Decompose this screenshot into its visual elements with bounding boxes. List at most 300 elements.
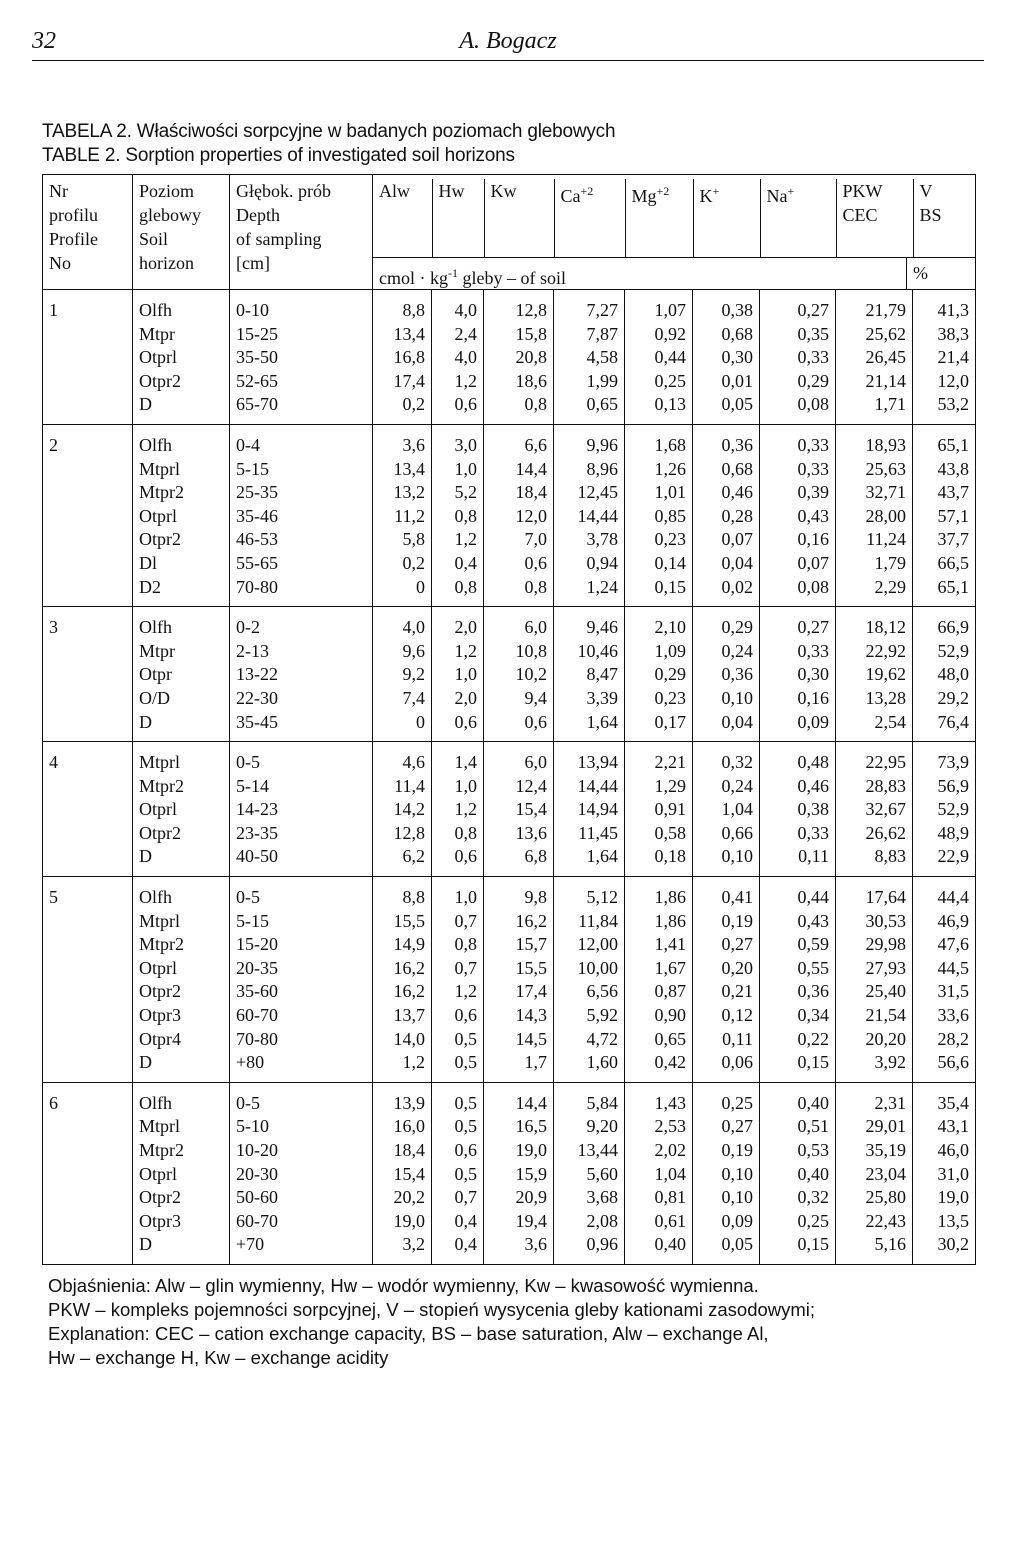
value-cell: 18,4 <box>484 481 554 505</box>
value-cell: 32,71 <box>836 481 913 505</box>
value-cell: 0,96 <box>554 1233 625 1264</box>
value-cell: 7,0 <box>484 528 554 552</box>
value-cell: 2,0 <box>432 687 484 711</box>
value-cell: 14,44 <box>554 775 625 799</box>
value-cell: 8,8 <box>373 290 432 323</box>
value-cell: 65,1 <box>913 424 976 457</box>
value-cell: 3,39 <box>554 687 625 711</box>
value-cell: 0,35 <box>760 323 836 347</box>
value-cell: 10,8 <box>484 640 554 664</box>
note-line: PKW – kompleks pojemności sorpcyjnej, V – stopień wysycenia gleby kationami zasodowymi; <box>48 1299 816 1320</box>
value-cell: 3,68 <box>554 1186 625 1210</box>
value-cell: 13,6 <box>484 822 554 846</box>
table-row <box>43 346 976 370</box>
value-cell: 0 <box>373 576 432 607</box>
profile-number <box>43 346 133 370</box>
header-cec <box>836 179 913 257</box>
value-cell: 13,5 <box>913 1210 976 1234</box>
horizon-cell: Mtpr2 <box>133 775 230 799</box>
value-cell: 6,0 <box>484 607 554 640</box>
profile-number: 3 <box>43 607 133 640</box>
value-cell: 0,8 <box>484 393 554 424</box>
depth-cell: 35-50 <box>230 346 373 370</box>
value-cell: 15,4 <box>484 798 554 822</box>
value-cell: 1,2 <box>373 1051 432 1082</box>
value-cell: 0,30 <box>760 663 836 687</box>
value-cell: 14,0 <box>373 1028 432 1052</box>
value-cell: 0,24 <box>693 775 760 799</box>
value-cell: 26,62 <box>836 822 913 846</box>
profile-number <box>43 822 133 846</box>
value-cell: 28,2 <box>913 1028 976 1052</box>
value-cell: 2,54 <box>836 711 913 742</box>
profile-number <box>43 663 133 687</box>
depth-cell: 35-45 <box>230 711 373 742</box>
value-cell: 56,6 <box>913 1051 976 1082</box>
value-cell: 0,44 <box>625 346 693 370</box>
value-cell: 11,84 <box>554 910 625 934</box>
value-cell: 31,0 <box>913 1163 976 1187</box>
value-cell: 1,71 <box>836 393 913 424</box>
value-cell: 0,19 <box>693 910 760 934</box>
depth-cell: 52-65 <box>230 370 373 394</box>
value-cell: 28,83 <box>836 775 913 799</box>
table-row <box>43 1082 976 1115</box>
depth-cell: +80 <box>230 1051 373 1082</box>
value-cell: 0,2 <box>373 393 432 424</box>
header-nr-line: No <box>49 253 71 273</box>
value-cell: 0,25 <box>625 370 693 394</box>
header-nr-line: profilu <box>49 205 98 225</box>
value-cell: 2,31 <box>836 1082 913 1115</box>
value-cell: 4,72 <box>554 1028 625 1052</box>
value-cell: 2,0 <box>432 607 484 640</box>
value-cell: 7,27 <box>554 290 625 323</box>
header-bs-line: BS <box>919 205 942 225</box>
depth-cell: 46-53 <box>230 528 373 552</box>
value-cell: 0,05 <box>693 393 760 424</box>
header-na: Na+ <box>760 179 836 257</box>
table-row <box>43 1115 976 1139</box>
value-cell: 14,4 <box>484 458 554 482</box>
value-cell: 0,33 <box>760 640 836 664</box>
profile-number <box>43 957 133 981</box>
value-cell: 4,0 <box>432 290 484 323</box>
profile-group <box>43 424 976 606</box>
profile-number <box>43 775 133 799</box>
value-cell: 0,08 <box>760 393 836 424</box>
value-cell: 0,66 <box>693 822 760 846</box>
value-cell: 0,27 <box>693 933 760 957</box>
value-cell: 21,4 <box>913 346 976 370</box>
value-cell: 0,94 <box>554 552 625 576</box>
table-row <box>43 742 976 775</box>
value-cell: 0,19 <box>693 1139 760 1163</box>
horizon-cell: Otprl <box>133 957 230 981</box>
table-row <box>43 370 976 394</box>
note-line: Objaśnienia: Alw – glin wymienny, Hw – wodór wymienny, Kw – kwasowość wymienna. <box>48 1275 759 1296</box>
value-cell: 9,8 <box>484 877 554 910</box>
value-cell: 0,7 <box>432 910 484 934</box>
value-cell: 4,0 <box>373 607 432 640</box>
value-cell: 0,14 <box>625 552 693 576</box>
value-cell: 0,10 <box>693 1163 760 1187</box>
profile-number <box>43 687 133 711</box>
value-cell: 9,6 <box>373 640 432 664</box>
value-cell: 35,4 <box>913 1082 976 1115</box>
table-row <box>43 663 976 687</box>
horizon-cell: D <box>133 711 230 742</box>
value-cell: 0,04 <box>693 552 760 576</box>
horizon-cell: Mtprl <box>133 1115 230 1139</box>
profile-number <box>43 910 133 934</box>
value-cell: 37,7 <box>913 528 976 552</box>
sorption-table <box>42 174 976 1265</box>
value-cell: 22,9 <box>913 845 976 876</box>
value-cell: 3,78 <box>554 528 625 552</box>
value-cell: 0,30 <box>693 346 760 370</box>
value-cell: 0,18 <box>625 845 693 876</box>
value-cell: 0,15 <box>625 576 693 607</box>
table-row <box>43 552 976 576</box>
value-cell: 0,43 <box>760 505 836 529</box>
value-cell: 66,9 <box>913 607 976 640</box>
horizon-cell: Olfh <box>133 424 230 457</box>
depth-cell: 5-10 <box>230 1115 373 1139</box>
value-cell: 0,11 <box>760 845 836 876</box>
header-horizon-line: glebowy <box>139 205 201 225</box>
header-kw: Kw <box>484 179 554 257</box>
table-row <box>43 458 976 482</box>
value-cell: 22,92 <box>836 640 913 664</box>
value-cell: 25,80 <box>836 1186 913 1210</box>
depth-cell: 22-30 <box>230 687 373 711</box>
horizon-cell: Otprl <box>133 1163 230 1187</box>
value-cell: 12,0 <box>484 505 554 529</box>
header-bs <box>913 179 976 257</box>
value-cell: 17,4 <box>484 980 554 1004</box>
value-cell: 19,0 <box>913 1186 976 1210</box>
value-cell: 0,44 <box>760 877 836 910</box>
depth-cell: 50-60 <box>230 1186 373 1210</box>
value-cell: 1,2 <box>432 980 484 1004</box>
value-cell: 27,93 <box>836 957 913 981</box>
value-cell: 0,16 <box>760 528 836 552</box>
header-mg: $Mg^{+2}$ <box>625 179 693 257</box>
value-cell: 12,4 <box>484 775 554 799</box>
horizon-cell: Mtpr2 <box>133 1139 230 1163</box>
value-cell: 5,92 <box>554 1004 625 1028</box>
table-row <box>43 845 976 876</box>
unit-label: cmol · $kg^{-1}$ gleby – of soil <box>373 257 906 289</box>
value-cell: 28,00 <box>836 505 913 529</box>
horizon-cell: Otpr2 <box>133 528 230 552</box>
value-cell: 0,5 <box>432 1082 484 1115</box>
value-cell: 0,11 <box>693 1028 760 1052</box>
value-cell: 6,8 <box>484 845 554 876</box>
value-cell: 5,2 <box>432 481 484 505</box>
value-cell: 43,8 <box>913 458 976 482</box>
value-cell: 0,5 <box>432 1028 484 1052</box>
value-cell: 14,44 <box>554 505 625 529</box>
profile-number: 5 <box>43 877 133 910</box>
table-row <box>43 607 976 640</box>
table-row <box>43 957 976 981</box>
value-cell: 2,29 <box>836 576 913 607</box>
value-cell: 57,1 <box>913 505 976 529</box>
depth-cell: 10-20 <box>230 1139 373 1163</box>
value-cell: 0,2 <box>373 552 432 576</box>
horizon-cell: D <box>133 1233 230 1264</box>
profile-number <box>43 798 133 822</box>
profile-number: 6 <box>43 1082 133 1115</box>
value-cell: 1,41 <box>625 933 693 957</box>
header-nr-line: Profile <box>49 229 98 249</box>
header-measures <box>373 175 976 290</box>
profile-number <box>43 1186 133 1210</box>
value-cell: 23,04 <box>836 1163 913 1187</box>
value-cell: 1,01 <box>625 481 693 505</box>
value-cell: 1,0 <box>432 877 484 910</box>
table-row <box>43 798 976 822</box>
value-cell: 1,0 <box>432 775 484 799</box>
table-row <box>43 775 976 799</box>
header-horizon-line: horizon <box>139 253 194 273</box>
value-cell: 76,4 <box>913 711 976 742</box>
header-depth-line: Depth <box>236 205 280 225</box>
depth-cell: 23-35 <box>230 822 373 846</box>
horizon-cell: Mtprl <box>133 910 230 934</box>
depth-cell: 15-25 <box>230 323 373 347</box>
value-cell: 10,00 <box>554 957 625 981</box>
value-cell: 46,0 <box>913 1139 976 1163</box>
value-cell: 15,4 <box>373 1163 432 1187</box>
value-cell: 0,92 <box>625 323 693 347</box>
value-cell: 0,87 <box>625 980 693 1004</box>
value-cell: 0,10 <box>693 687 760 711</box>
value-cell: 13,2 <box>373 481 432 505</box>
value-cell: 31,5 <box>913 980 976 1004</box>
value-cell: 0,09 <box>693 1210 760 1234</box>
value-cell: 2,10 <box>625 607 693 640</box>
profile-number <box>43 845 133 876</box>
value-cell: 0,48 <box>760 742 836 775</box>
table-row <box>43 687 976 711</box>
profile-number <box>43 393 133 424</box>
value-cell: 0,40 <box>625 1233 693 1264</box>
value-cell: 0,4 <box>432 552 484 576</box>
value-cell: 1,07 <box>625 290 693 323</box>
header-nr-line: Nr <box>49 181 68 201</box>
table-row <box>43 933 976 957</box>
value-cell: 0,8 <box>432 505 484 529</box>
value-cell: 5,60 <box>554 1163 625 1187</box>
value-cell: 5,12 <box>554 877 625 910</box>
header-measures-grid <box>373 179 976 257</box>
depth-cell: +70 <box>230 1233 373 1264</box>
header-k: K+ <box>693 179 760 257</box>
value-cell: 9,4 <box>484 687 554 711</box>
value-cell: 0,6 <box>432 711 484 742</box>
value-cell: 1,04 <box>693 798 760 822</box>
value-cell: 12,00 <box>554 933 625 957</box>
value-cell: 0,85 <box>625 505 693 529</box>
depth-cell: 2-13 <box>230 640 373 664</box>
depth-cell: 0-2 <box>230 607 373 640</box>
profile-number <box>43 1233 133 1264</box>
value-cell: 6,6 <box>484 424 554 457</box>
value-cell: 0,8 <box>432 822 484 846</box>
value-cell: 21,54 <box>836 1004 913 1028</box>
value-cell: 13,4 <box>373 323 432 347</box>
value-cell: 14,94 <box>554 798 625 822</box>
value-cell: 12,8 <box>373 822 432 846</box>
value-cell: 16,2 <box>484 910 554 934</box>
table-row <box>43 877 976 910</box>
value-cell: 8,8 <box>373 877 432 910</box>
value-cell: 0,05 <box>693 1233 760 1264</box>
value-cell: 0,7 <box>432 1186 484 1210</box>
value-cell: 0,5 <box>432 1163 484 1187</box>
value-cell: 9,20 <box>554 1115 625 1139</box>
depth-cell: 60-70 <box>230 1004 373 1028</box>
horizon-cell: Otpr <box>133 663 230 687</box>
value-cell: 3,92 <box>836 1051 913 1082</box>
depth-cell: 0-5 <box>230 742 373 775</box>
value-cell: 14,9 <box>373 933 432 957</box>
profile-number <box>43 1028 133 1052</box>
running-author: A. Bogacz <box>459 28 557 54</box>
table-row <box>43 1210 976 1234</box>
value-cell: 16,2 <box>373 980 432 1004</box>
value-cell: 0,20 <box>693 957 760 981</box>
value-cell: 10,46 <box>554 640 625 664</box>
horizon-cell: Mtprl <box>133 742 230 775</box>
horizon-cell: Otpr2 <box>133 370 230 394</box>
table-row <box>43 1186 976 1210</box>
value-cell: 0,58 <box>625 822 693 846</box>
depth-cell: 35-60 <box>230 980 373 1004</box>
value-cell: 0,51 <box>760 1115 836 1139</box>
value-cell: 16,5 <box>484 1115 554 1139</box>
value-cell: 56,9 <box>913 775 976 799</box>
value-cell: 9,46 <box>554 607 625 640</box>
profile-group <box>43 1082 976 1264</box>
value-cell: 10,2 <box>484 663 554 687</box>
profile-group <box>43 607 976 742</box>
value-cell: 66,5 <box>913 552 976 576</box>
value-cell: 11,4 <box>373 775 432 799</box>
value-cell: 1,64 <box>554 711 625 742</box>
value-cell: 17,64 <box>836 877 913 910</box>
value-cell: 18,4 <box>373 1139 432 1163</box>
profile-number <box>43 458 133 482</box>
value-cell: 0,15 <box>760 1233 836 1264</box>
value-cell: 43,7 <box>913 481 976 505</box>
value-cell: 3,6 <box>484 1233 554 1264</box>
value-cell: 0,7 <box>432 957 484 981</box>
value-cell: 3,2 <box>373 1233 432 1264</box>
value-cell: 0,23 <box>625 687 693 711</box>
value-cell: 0,33 <box>760 458 836 482</box>
depth-cell: 25-35 <box>230 481 373 505</box>
value-cell: 13,44 <box>554 1139 625 1163</box>
value-cell: 29,2 <box>913 687 976 711</box>
value-cell: 43,1 <box>913 1115 976 1139</box>
profile-number <box>43 505 133 529</box>
depth-cell: 65-70 <box>230 393 373 424</box>
value-cell: 0,91 <box>625 798 693 822</box>
value-cell: 0,22 <box>760 1028 836 1052</box>
horizon-cell: O/D <box>133 687 230 711</box>
depth-cell: 15-20 <box>230 933 373 957</box>
depth-cell: 40-50 <box>230 845 373 876</box>
value-cell: 0,6 <box>432 393 484 424</box>
value-cell: 19,62 <box>836 663 913 687</box>
horizon-cell: Dl <box>133 552 230 576</box>
horizon-cell: D <box>133 393 230 424</box>
unit-row <box>373 257 975 289</box>
value-cell: 0,33 <box>760 822 836 846</box>
header-cec-line: CEC <box>842 205 878 225</box>
value-cell: 13,7 <box>373 1004 432 1028</box>
value-cell: 7,4 <box>373 687 432 711</box>
value-cell: 0,08 <box>760 576 836 607</box>
value-cell: 8,47 <box>554 663 625 687</box>
value-cell: 0,4 <box>432 1233 484 1264</box>
value-cell: 0,02 <box>693 576 760 607</box>
value-cell: 44,5 <box>913 957 976 981</box>
value-cell: 2,08 <box>554 1210 625 1234</box>
value-cell: 3,0 <box>432 424 484 457</box>
value-cell: 4,0 <box>432 346 484 370</box>
value-cell: 0,40 <box>760 1082 836 1115</box>
profile-number <box>43 481 133 505</box>
value-cell: 18,12 <box>836 607 913 640</box>
value-cell: 2,21 <box>625 742 693 775</box>
depth-cell: 20-30 <box>230 1163 373 1187</box>
value-cell: 35,19 <box>836 1139 913 1163</box>
value-cell: 0,65 <box>625 1028 693 1052</box>
value-cell: 0,07 <box>693 528 760 552</box>
depth-cell: 35-46 <box>230 505 373 529</box>
value-cell: 6,2 <box>373 845 432 876</box>
horizon-cell: Olfh <box>133 877 230 910</box>
table-row <box>43 393 976 424</box>
header-depth-line: Głębok. prób <box>236 181 331 201</box>
value-cell: 0,10 <box>693 845 760 876</box>
table-caption-polish: TABELA 2. Właściwości sorpcyjne w badanych poziomach glebowych <box>42 121 616 142</box>
value-cell: 13,28 <box>836 687 913 711</box>
table-row <box>43 323 976 347</box>
value-cell: 8,83 <box>836 845 913 876</box>
value-cell: 0,27 <box>693 1115 760 1139</box>
value-cell: 0,27 <box>760 290 836 323</box>
table-row <box>43 505 976 529</box>
horizon-cell: Mtpr2 <box>133 481 230 505</box>
value-cell: 0,33 <box>760 424 836 457</box>
value-cell: 0,25 <box>693 1082 760 1115</box>
value-cell: 0,6 <box>432 1004 484 1028</box>
value-cell: 20,20 <box>836 1028 913 1052</box>
value-cell: 0,15 <box>760 1051 836 1082</box>
header-bs-line: V <box>919 181 933 201</box>
value-cell: 1,0 <box>432 458 484 482</box>
value-cell: 3,6 <box>373 424 432 457</box>
value-cell: 38,3 <box>913 323 976 347</box>
value-cell: 0,32 <box>760 1186 836 1210</box>
value-cell: 0,8 <box>484 576 554 607</box>
